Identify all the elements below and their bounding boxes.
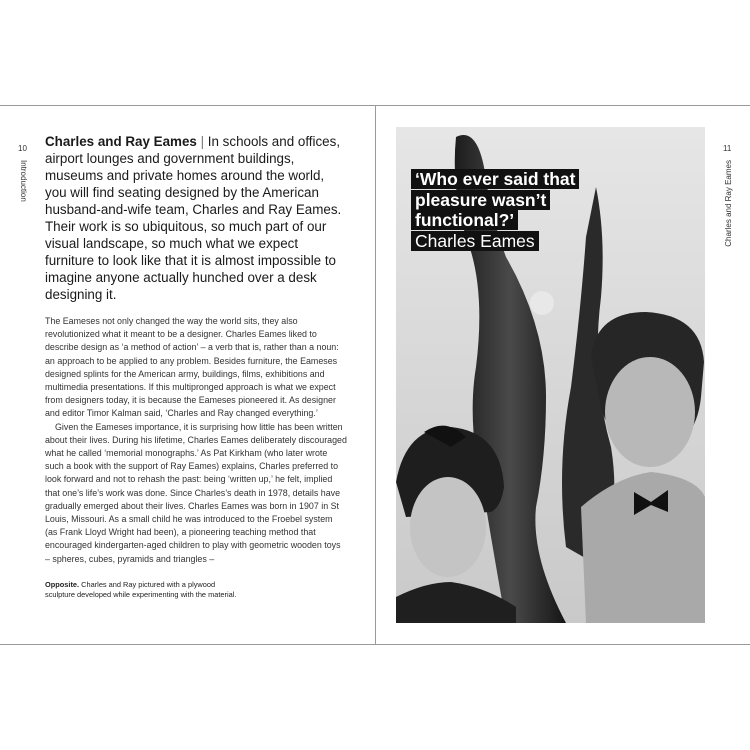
body-paragraph: The Eameses not only changed the way the world sits, they also revolutionized what it meant to be a designer. Charles Eames liked to describe design as ‘a method of action’ – a verb that is, rather than a noun: an approach to be applied to any problem. Besides furniture, the Eameses designed splints for the American army, buildings, films, exhibitions and multimedia presentations. If this multipronged approach is what we expect from designers today, it is because the Eameses pioneered it. As designer and editor Timor Kalman said, ‘Charles and Ray changed everything.’ [45, 316, 339, 419]
quote-line: pleasure wasn’t [411, 190, 550, 210]
text-column [45, 133, 347, 600]
lead-text: In schools and offices, airport lounges and government buildings, museums and private homes around the world, you will find seating designed by the American husband-and-wife team, Charles and Ray Eames. Their work is so ubiquitous, so much part of our visual landscape, so much what we expect furniture to look like that it is almost impossible to imagine anyone actually hunched over a desk designing it. [45, 134, 342, 302]
quote-line: functional?’ [411, 210, 518, 230]
caption-label: Opposite. [45, 579, 80, 589]
lead-separator: | [200, 134, 205, 149]
running-head: Introduction [19, 160, 28, 202]
body-text [45, 315, 347, 566]
lead-paragraph [45, 133, 347, 303]
pull-quote [411, 169, 601, 251]
lead-title: Charles and Ray Eames [45, 134, 197, 149]
page-number: 11 [723, 144, 732, 153]
body-paragraph: Given the Eameses importance, it is surprising how little has been written about their lives. During his lifetime, Charles Eames deliberately discouraged what he called ‘memorial monographs.’ As Pat Kirkham (who later wrote such a book with the support of Ray Eames) explains, Charles preferred to look forward and not to rehash the past: being ‘written up,’ he felt, implied that one’s life’s work was done. Since Charles’s death in 1978, details have gradually emerged about their lives. Charles Eames was born in 1907 in St Louis, Missouri. As a small child he was introduced to the Froebel system (as Frank Lloyd Wright had been), a pioneering teaching method that encouraged kindergarten-aged children to play with geometric wooden toys – spheres, cubes, pyramids and triangles – [45, 421, 347, 564]
running-head: Charles and Ray Eames [724, 160, 733, 247]
book-spread [0, 105, 750, 645]
caption-text: Charles and Ray pictured with a plywood sculpture developed while experimenting with the material. [45, 579, 237, 599]
quote-author: Charles Eames [411, 231, 539, 251]
page-number: 10 [18, 144, 27, 153]
photo-caption [45, 580, 245, 600]
spine-divider [375, 106, 376, 644]
quote-line: ‘Who ever said that [411, 169, 579, 189]
